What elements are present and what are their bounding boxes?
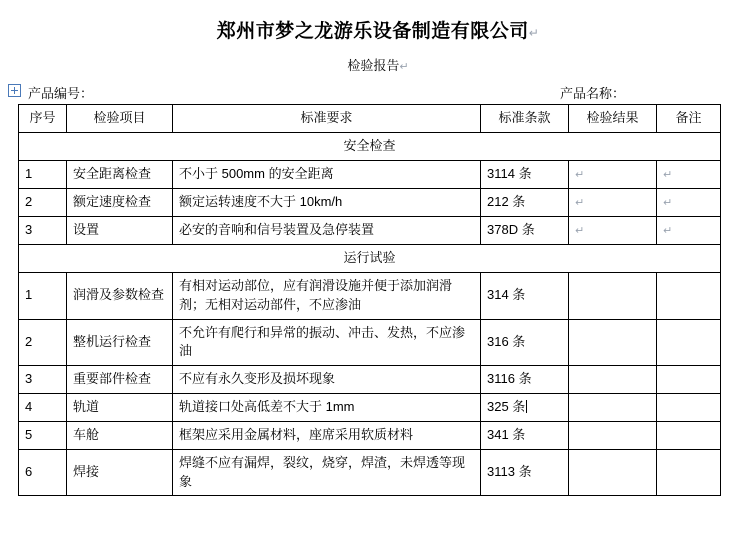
column-header-remark: 备注 [657, 105, 721, 133]
document-page [0, 16, 756, 550]
column-header-item: 检验项目 [67, 105, 173, 133]
cell-result[interactable] [569, 161, 657, 189]
cell-item: 整机运行检查 [67, 319, 173, 366]
cell-no: 3 [19, 216, 67, 244]
column-header-clause: 标准条款 [481, 105, 569, 133]
cell-clause: 341 条 [481, 421, 569, 449]
cell-remark[interactable] [657, 421, 721, 449]
cell-clause: 314 条 [481, 272, 569, 319]
cell-clause: 3116 条 [481, 366, 569, 394]
paragraph-mark-icon: ↵ [663, 196, 673, 209]
table-move-handle-icon[interactable] [8, 84, 21, 97]
cell-item: 轨道 [67, 394, 173, 422]
cell-item: 安全距离检查 [67, 161, 173, 189]
cell-clause: 378D 条 [481, 216, 569, 244]
inspection-report-table [18, 104, 721, 496]
cell-item: 重要部件检查 [67, 366, 173, 394]
cell-item: 润滑及参数检查 [67, 272, 173, 319]
page-title [0, 16, 756, 43]
paragraph-mark-icon: ↵ [399, 61, 409, 73]
paragraph-mark-icon: ↵ [575, 196, 585, 209]
cell-item: 额定速度检查 [67, 188, 173, 216]
paragraph-mark-icon: ↵ [528, 26, 540, 40]
table-row[interactable] [19, 366, 721, 394]
column-header-no: 序号 [19, 105, 67, 133]
cell-result[interactable] [569, 366, 657, 394]
cell-result[interactable] [569, 272, 657, 319]
cell-remark[interactable] [657, 188, 721, 216]
cell-clause-text: 325 条 [487, 399, 526, 415]
cell-remark[interactable] [657, 366, 721, 394]
page-subtitle [0, 55, 756, 74]
cell-standard: 焊缝不应有漏焊，裂纹，烧穿，焊渣，未焊透等现象 [173, 449, 481, 496]
cell-clause[interactable] [481, 394, 569, 422]
cell-standard: 有相对运动部位，应有润滑设施并便于添加润滑剂；无相对运动部件，不应渗油 [173, 272, 481, 319]
cell-remark[interactable] [657, 394, 721, 422]
cell-result[interactable] [569, 421, 657, 449]
cell-standard: 额定运转速度不大于 10km/h [173, 188, 481, 216]
section-title-safety: 安全检查 [19, 133, 721, 161]
cell-result[interactable] [569, 216, 657, 244]
table-row[interactable] [19, 319, 721, 366]
table-row[interactable] [19, 161, 721, 189]
cell-standard: 必安的音响和信号装置及急停装置 [173, 216, 481, 244]
cell-remark[interactable] [657, 216, 721, 244]
cell-result[interactable] [569, 319, 657, 366]
page-title-text: 郑州市梦之龙游乐设备制造有限公司 [216, 21, 529, 42]
cell-no: 2 [19, 188, 67, 216]
table-row[interactable] [19, 272, 721, 319]
table-row[interactable] [19, 188, 721, 216]
section-title-operation: 运行试验 [19, 244, 721, 272]
paragraph-mark-icon: ↵ [663, 169, 673, 181]
cell-result[interactable] [569, 449, 657, 496]
cell-standard: 不应有永久变形及损坏现象 [173, 366, 481, 394]
paragraph-mark-icon: ↵ [663, 224, 673, 237]
table-row[interactable] [19, 216, 721, 244]
page-subtitle-text: 检验报告 [347, 58, 400, 73]
cell-no: 4 [19, 394, 67, 422]
cell-remark[interactable] [657, 272, 721, 319]
cell-clause: 212 条 [481, 188, 569, 216]
text-cursor [526, 400, 527, 413]
document-meta-row [0, 83, 756, 101]
cell-no: 2 [19, 319, 67, 366]
cell-result[interactable] [569, 188, 657, 216]
cell-no: 1 [19, 161, 67, 189]
product-code-label: 产品编号： [28, 86, 94, 101]
cell-no: 6 [19, 449, 67, 496]
paragraph-mark-icon: ↵ [575, 224, 585, 237]
cell-item: 车舱 [67, 421, 173, 449]
product-name-label: 产品名称： [560, 86, 626, 101]
cell-clause: 316 条 [481, 319, 569, 366]
cell-remark[interactable] [657, 161, 721, 189]
section-header-row [19, 244, 721, 272]
table-row[interactable] [19, 421, 721, 449]
cell-no: 3 [19, 366, 67, 394]
table-header-row [19, 105, 721, 133]
column-header-standard: 标准要求 [173, 105, 481, 133]
cell-standard: 不小于 500mm 的安全距离 [173, 161, 481, 189]
column-header-result: 检验结果 [569, 105, 657, 133]
cell-standard: 轨道接口处高低差不大于 1mm [173, 394, 481, 422]
cell-result[interactable] [569, 394, 657, 422]
cell-item: 设置 [67, 216, 173, 244]
section-header-row [19, 133, 721, 161]
paragraph-mark-icon: ↵ [575, 169, 585, 181]
cell-standard: 不允许有爬行和异常的振动、冲击、发热，不应渗油 [173, 319, 481, 366]
cell-clause: 3113 条 [481, 449, 569, 496]
cell-item: 焊接 [67, 449, 173, 496]
table-row[interactable] [19, 449, 721, 496]
cell-remark[interactable] [657, 449, 721, 496]
table-row[interactable] [19, 394, 721, 422]
cell-standard: 框架应采用金属材料，座席采用软质材料 [173, 421, 481, 449]
cell-clause: 3114 条 [481, 161, 569, 189]
cell-no: 1 [19, 272, 67, 319]
cell-remark[interactable] [657, 319, 721, 366]
cell-no: 5 [19, 421, 67, 449]
